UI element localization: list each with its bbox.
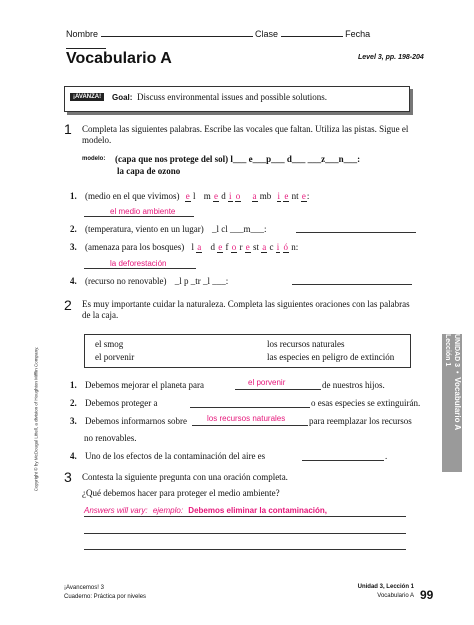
item-pattern: _l cl ___m___: (211, 224, 267, 234)
letter: e (185, 191, 190, 201)
word-option: el smog (95, 339, 124, 349)
answer-line[interactable] (84, 516, 406, 517)
letter: i (276, 242, 280, 252)
item-number: 2. (70, 398, 77, 408)
section3-instructions: Contesta la siguiente pregunta con una oración completa. (82, 472, 288, 482)
letter: mb (259, 191, 272, 201)
letter: m (203, 191, 211, 201)
clase-label: Clase (255, 29, 279, 39)
footer-book-subtitle: Cuaderno: Práctica por niveles (64, 594, 147, 600)
s2-item4-after: . (385, 451, 388, 461)
copyright-text: Copyright © by McDougal Littell, a division of Houghton Mifflin Company. (33, 346, 39, 492)
letter: l (191, 242, 194, 252)
answer-prefix: Answers will vary: (84, 506, 148, 515)
answer-line[interactable] (84, 216, 194, 217)
letter: l (192, 191, 196, 201)
s2-item1-answer: el porvenir (248, 378, 286, 387)
answer-line[interactable] (292, 284, 412, 285)
s2-item3 (70, 416, 187, 426)
item-number: 3. (70, 242, 77, 252)
header-row (66, 27, 411, 39)
s2-item4 (70, 451, 265, 461)
answer-line[interactable] (296, 232, 416, 233)
side-tab-text: UNIDAD 3 • Vocabulario A Lección 1 (442, 334, 462, 472)
footer-lesson: Unidad 3, Lección 1 (357, 584, 414, 590)
letter: e (218, 242, 223, 252)
s2-item1-after: de nuestros hijos. (322, 380, 385, 390)
item-number: 3. (70, 416, 77, 426)
item-number: 4. (70, 451, 77, 461)
avanza-badge: ¡AVANZA! (70, 93, 104, 101)
clase-field[interactable] (281, 27, 343, 37)
item-number: 1. (70, 191, 77, 201)
word-option: el porvenir (95, 352, 135, 362)
footer-right (340, 583, 414, 601)
letter: a (252, 191, 257, 201)
answer-text: Debemos eliminar la contaminación, (188, 506, 328, 515)
item-clue: (amenaza para los bosques) (85, 242, 185, 252)
level-reference: Level 3, pp. 198-204 (358, 54, 424, 61)
section1-instructions: Completa las siguientes palabras. Escribe las vocales que faltan. Utiliza las pistas. Sigue el modelo. (82, 124, 409, 145)
s2-item1 (70, 380, 204, 390)
answer-line[interactable] (192, 425, 308, 426)
letter: f (225, 242, 229, 252)
letter: ó (283, 242, 289, 252)
letter: a (197, 242, 202, 252)
page-title: Vocabulario A (66, 50, 172, 67)
answer-line[interactable] (84, 549, 406, 550)
item-before: Debemos proteger a (85, 398, 158, 408)
letter: e (284, 191, 289, 201)
side-tab-unit: UNIDAD 3 (453, 334, 460, 368)
letter: d (210, 242, 215, 252)
item-clue: (recurso no renovable) (85, 276, 167, 286)
letter: st (252, 242, 259, 252)
word-option: las especies en peligro de extinción (267, 352, 395, 362)
answer-line[interactable] (302, 460, 384, 461)
letter: e (301, 191, 306, 201)
goal-text: Discuss environmental issues and possible solutions. (137, 92, 327, 102)
s1-item3: 3. (amenaza para los bosques) l a d e f o r e st a c i ó n: (70, 242, 299, 252)
answer-line[interactable] (84, 533, 406, 534)
letter: r (239, 242, 243, 252)
item-number: 4. (70, 276, 77, 286)
model-answer: la capa de ozono (117, 166, 181, 176)
footer-section: Vocabulario A (377, 593, 414, 599)
side-tab-title: Vocabulario A (453, 377, 462, 431)
letter: e (214, 191, 219, 201)
fecha-field[interactable] (66, 39, 106, 49)
answer-line[interactable] (190, 407, 310, 408)
letter: i (277, 191, 281, 201)
s1-item3-answer: la deforestación (110, 259, 167, 268)
letter: i (229, 191, 232, 201)
item-clue: (medio en el que vivimos) (85, 191, 180, 201)
s2-item3-after: para reemplazar los recursos (309, 416, 412, 426)
letter: n (291, 242, 296, 252)
item-number: 2. (70, 224, 77, 234)
model-label: modelo: (82, 156, 106, 162)
word-box (84, 334, 411, 368)
s1-item4 (70, 276, 228, 286)
letter: d (221, 191, 226, 201)
letter: nt (291, 191, 299, 201)
item-before: Uno de los efectos de la contaminación del aire es (85, 451, 266, 461)
section2-instructions: Es muy importante cuidar la naturaleza. Completa las siguientes oraciones con las palabras de la caja. (82, 299, 410, 320)
s1-item1-answer: el medio ambiente (110, 207, 176, 216)
letter: o (231, 242, 237, 252)
section1-number: 1 (64, 121, 72, 137)
fecha-label: Fecha (345, 29, 371, 39)
model-text: (capa que nos protege del sol) l___ e___p___ d___ ___z___n___: (115, 154, 361, 164)
word-option: los recursos naturales (267, 339, 345, 349)
section3-number: 3 (64, 469, 72, 485)
answer-line[interactable] (84, 268, 196, 269)
s2-item2 (70, 398, 157, 408)
item-pattern: _l p _tr _l ___: (174, 276, 229, 286)
s2-item3-answer: los recursos naturales (207, 414, 286, 423)
item-clue: (temperatura, viento en un lugar) (85, 224, 204, 234)
section2-number: 2 (64, 297, 72, 313)
section3-answer (84, 506, 327, 515)
letter: c (269, 242, 274, 252)
item-before: Debemos mejorar el planeta para (85, 380, 204, 390)
s2-item3-cont: no renovables. (84, 433, 137, 443)
letter: a (262, 242, 267, 252)
page-number: 99 (420, 588, 434, 602)
item-number: 1. (70, 380, 77, 390)
nombre-label: Nombre (66, 29, 99, 39)
s1-item2 (70, 224, 266, 234)
answer-line[interactable] (235, 389, 321, 390)
s2-item2-after: o esas especies se extinguirán. (311, 398, 421, 408)
footer-book-title: ¡Avancemos! 3 (64, 585, 104, 591)
side-tab-lesson: Lección 1 (444, 334, 451, 367)
goal-box (64, 86, 410, 112)
letter: o (235, 191, 241, 201)
item-before: Debemos informarnos sobre (85, 416, 187, 426)
answer-example: ejemplo: (152, 506, 184, 515)
letter: e (245, 242, 250, 252)
s1-item1: 1. (medio en el que vivimos) e l m e d i o a mb i e nt e: (70, 191, 310, 201)
goal-label: Goal: (112, 93, 133, 102)
nombre-field[interactable] (101, 27, 253, 37)
section3-question: ¿Qué debemos hacer para proteger el medio ambiente? (82, 488, 280, 498)
footer-left (64, 584, 146, 602)
